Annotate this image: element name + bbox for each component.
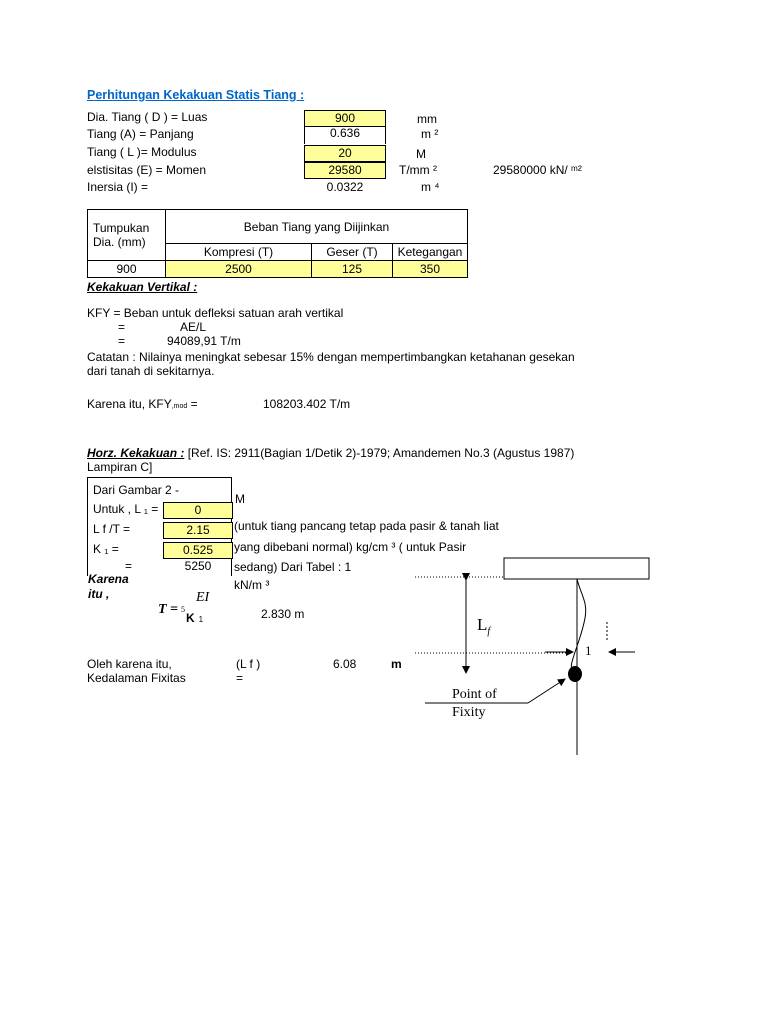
kfy-mod-sub: ,mod: [171, 403, 188, 410]
kfy-mod-text: Karena itu, KFY: [87, 397, 172, 411]
kfy-mod-label: [87, 397, 198, 414]
vertical-heading: Kekakuan Vertikal :: [87, 280, 198, 294]
formula-ei: EI: [196, 590, 210, 605]
unit-m: M: [416, 147, 426, 161]
kfy-mod-value: 108203.402 T/m: [263, 397, 351, 411]
untuk-label: Untuk , L ₁ =: [93, 502, 159, 516]
label-diameter: Dia. Tiang ( D ) = Luas: [87, 110, 208, 124]
fixity-label: Fixity: [452, 705, 486, 720]
kedalaman-label: Kedalaman Fixitas: [87, 671, 186, 685]
modulus-cell[interactable]: 29580: [304, 162, 386, 179]
lf-t-cell[interactable]: 2.15: [163, 522, 233, 539]
area-frame: [304, 125, 386, 144]
eq1-sign: =: [118, 320, 126, 334]
eq1-value: AE/L: [180, 320, 207, 334]
table-header-compression: Kompresi (T): [166, 244, 312, 261]
formula-root-index: 5: [181, 605, 185, 614]
formula-k-sub: 1: [198, 615, 204, 624]
karena-label: Karena: [88, 572, 129, 586]
lf-value-2: 6.08: [333, 657, 357, 671]
horizontal-reference-2: Lampiran C]: [87, 460, 153, 474]
unit-m4: m ⁴: [421, 180, 440, 194]
table-header-tension: Ketegangan: [393, 244, 468, 261]
note-line-1: Catatan : Nilainya meningkat sebesar 15% dengan mempertimbangkan ketahanan gesekan: [87, 350, 575, 364]
allowable-load-table: [87, 209, 468, 278]
note-line-2: dari tanah di sekitarnya.: [87, 364, 215, 378]
label-length: Tiang ( L )= Modulus: [87, 145, 197, 159]
page-title: Perhitungan Kekakuan Statis Tiang :: [87, 88, 305, 102]
unit-mm: mm: [417, 112, 437, 126]
k1-cell[interactable]: 0.525: [163, 542, 233, 559]
lf-t-label: L f /T =: [93, 522, 131, 536]
eq2-value: 94089,91 T/m: [167, 334, 241, 348]
lf-unit-2: m: [391, 657, 402, 671]
k1-kn-value: 5250: [184, 559, 212, 573]
label-inertia: Inersia (I) =: [87, 180, 149, 194]
kn-unit: kN/m ³: [234, 578, 270, 592]
formula-k1: [186, 611, 203, 627]
horizontal-heading-line: [87, 446, 574, 460]
k1-eq-sign: =: [125, 559, 133, 573]
formula-t: T =: [158, 602, 179, 617]
leader-arrow: [528, 679, 565, 703]
lf-label-2: (L f ): [236, 657, 261, 671]
unit-m2: m ²: [421, 127, 439, 141]
t-value: 2.830 m: [261, 607, 305, 621]
oleh-label: Oleh karena itu,: [87, 657, 172, 671]
untuk-unit: M: [235, 492, 245, 506]
k1-note: yang dibebani normal) kg/cm ³ ( untuk Pasir: [234, 540, 467, 554]
kedalaman-eq: =: [236, 671, 244, 685]
kfy-definition: KFY = Beban untuk defleksi satuan arah vertikal: [87, 306, 344, 320]
table-cell-compression[interactable]: 2500: [166, 261, 312, 278]
diameter-cell[interactable]: 900: [304, 110, 386, 127]
k1-note-2: sedang) Dari Tabel : 1: [234, 560, 352, 574]
table-cell-shear[interactable]: 125: [312, 261, 393, 278]
dari-gambar: Dari Gambar 2 -: [93, 483, 180, 497]
k1-label: K ₁ =: [93, 542, 119, 556]
table-header-group: Beban Tiang yang Diijinkan: [166, 210, 468, 244]
deflected-shape: [571, 579, 585, 676]
e-kn-note: 29580000 kN/ ᵐ²: [493, 163, 582, 177]
area-value: 0.636: [329, 126, 361, 140]
label-modulus: elstisitas (E) = Momen: [87, 163, 207, 177]
deflection-label: 1: [585, 643, 592, 658]
table-header-diameter: Tumpukan Dia. (mm): [88, 210, 166, 261]
unit-tmm2: T/mm ²: [399, 163, 437, 177]
lf-dim-label: $L_f$: [477, 615, 491, 637]
length-cell[interactable]: 20: [304, 145, 386, 162]
fixity-point: [568, 666, 582, 682]
table-cell-tension[interactable]: 350: [393, 261, 468, 278]
formula-k: K: [186, 611, 195, 625]
fixity-diagram: [405, 550, 665, 760]
lf-t-note: (untuk tiang pancang tetap pada pasir & tanah liat: [234, 519, 499, 533]
horizontal-heading: Horz. Kekakuan :: [87, 446, 185, 460]
itu-label: itu ,: [88, 587, 110, 601]
label-area: Tiang (A) = Panjang: [87, 127, 194, 141]
kfy-mod-eq: =: [190, 397, 198, 411]
horizontal-reference: [Ref. IS: 2911(Bagian 1/Detik 2)-1979; Amandemen No.3 (Agustus 1987): [187, 446, 575, 460]
table-header-shear: Geser (T): [312, 244, 393, 261]
point-of-label: Point of: [452, 687, 497, 702]
table-cell-diameter: 900: [88, 261, 166, 278]
untuk-cell[interactable]: 0: [163, 502, 233, 519]
pile-cap: [504, 558, 649, 579]
inertia-value: 0.0322: [326, 180, 364, 194]
eq2-sign: =: [118, 334, 126, 348]
